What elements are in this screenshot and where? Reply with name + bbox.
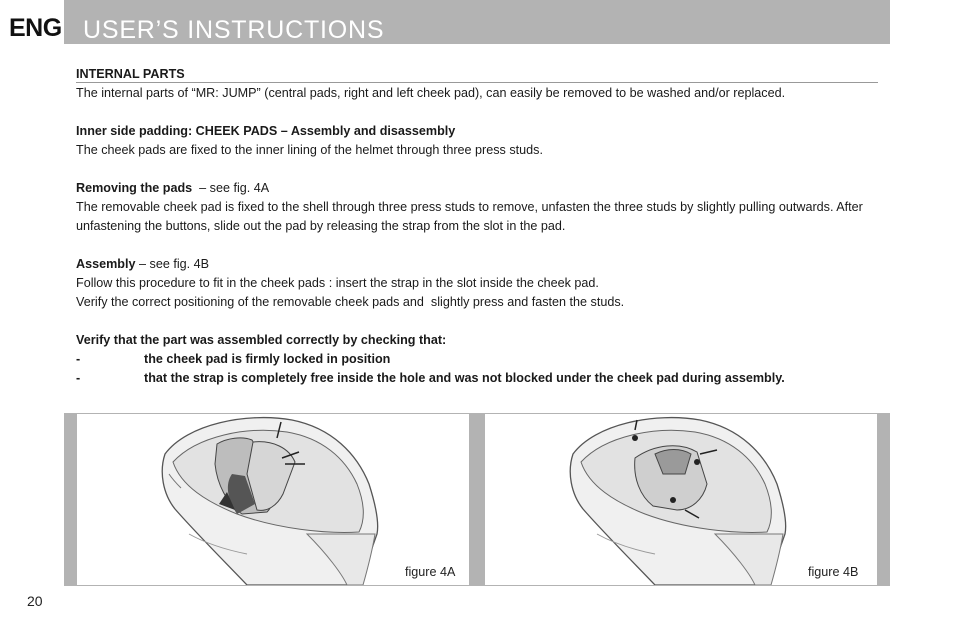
assembly-text-2: Verify the correct positioning of the removable cheek pads and slightly press and fasten the studs. xyxy=(76,295,625,309)
instructions-body xyxy=(76,65,878,388)
header-bar xyxy=(64,0,890,44)
page-number: 20 xyxy=(27,593,43,609)
helmet-illustration-4b xyxy=(485,414,877,585)
verify-bullet xyxy=(76,350,878,369)
cheek-pads-text: The cheek pads are fixed to the inner lining of the helmet through three press studs. xyxy=(76,143,543,157)
bullet-dash: - xyxy=(76,371,81,385)
language-code: ENG xyxy=(9,14,62,42)
figure-4b-box xyxy=(485,414,877,585)
heading-rule xyxy=(76,82,878,83)
cheek-pads-heading: Inner side padding: CHEEK PADS – Assembly and disassembly xyxy=(76,124,456,138)
figure-4a-box xyxy=(77,414,469,585)
assembly-figure-ref: – see fig. 4B xyxy=(135,257,210,271)
bullet-text: the cheek pad is firmly locked in position xyxy=(144,352,391,366)
page-title: USER’S INSTRUCTIONS xyxy=(83,16,385,44)
internal-parts-text: The internal parts of “MR: JUMP” (central pads, right and left cheek pad), can easily be removed to be washed and/or replaced. xyxy=(76,86,786,100)
bullet-dash: - xyxy=(76,352,81,366)
removing-heading-line xyxy=(76,179,878,198)
verify-bullet xyxy=(76,369,878,388)
verify-heading: Verify that the part was assembled correctly by checking that: xyxy=(76,333,447,347)
assembly-text-1: Follow this procedure to fit in the cheek pads : insert the strap in the slot inside the cheek pad. xyxy=(76,276,599,290)
removing-figure-ref: – see fig. 4A xyxy=(192,181,270,195)
removing-heading: Removing the pads xyxy=(76,181,193,195)
assembly-heading-line xyxy=(76,255,878,274)
helmet-illustration-4a xyxy=(77,414,469,585)
figure-4b-label: figure 4B xyxy=(808,565,859,579)
figure-4a-label: figure 4A xyxy=(405,565,456,579)
bullet-text: that the strap is completely free inside the hole and was not blocked under the cheek pad during assembly. xyxy=(144,371,785,385)
assembly-heading: Assembly xyxy=(76,257,136,271)
removing-text: The removable cheek pad is fixed to the shell through three press studs to remove, unfasten the three studs by slightly pulling outwards. After unfastening the buttons, slide out the pad by releasing the strap from the slot in the pad. xyxy=(76,200,863,233)
internal-parts-heading: INTERNAL PARTS xyxy=(76,67,185,81)
